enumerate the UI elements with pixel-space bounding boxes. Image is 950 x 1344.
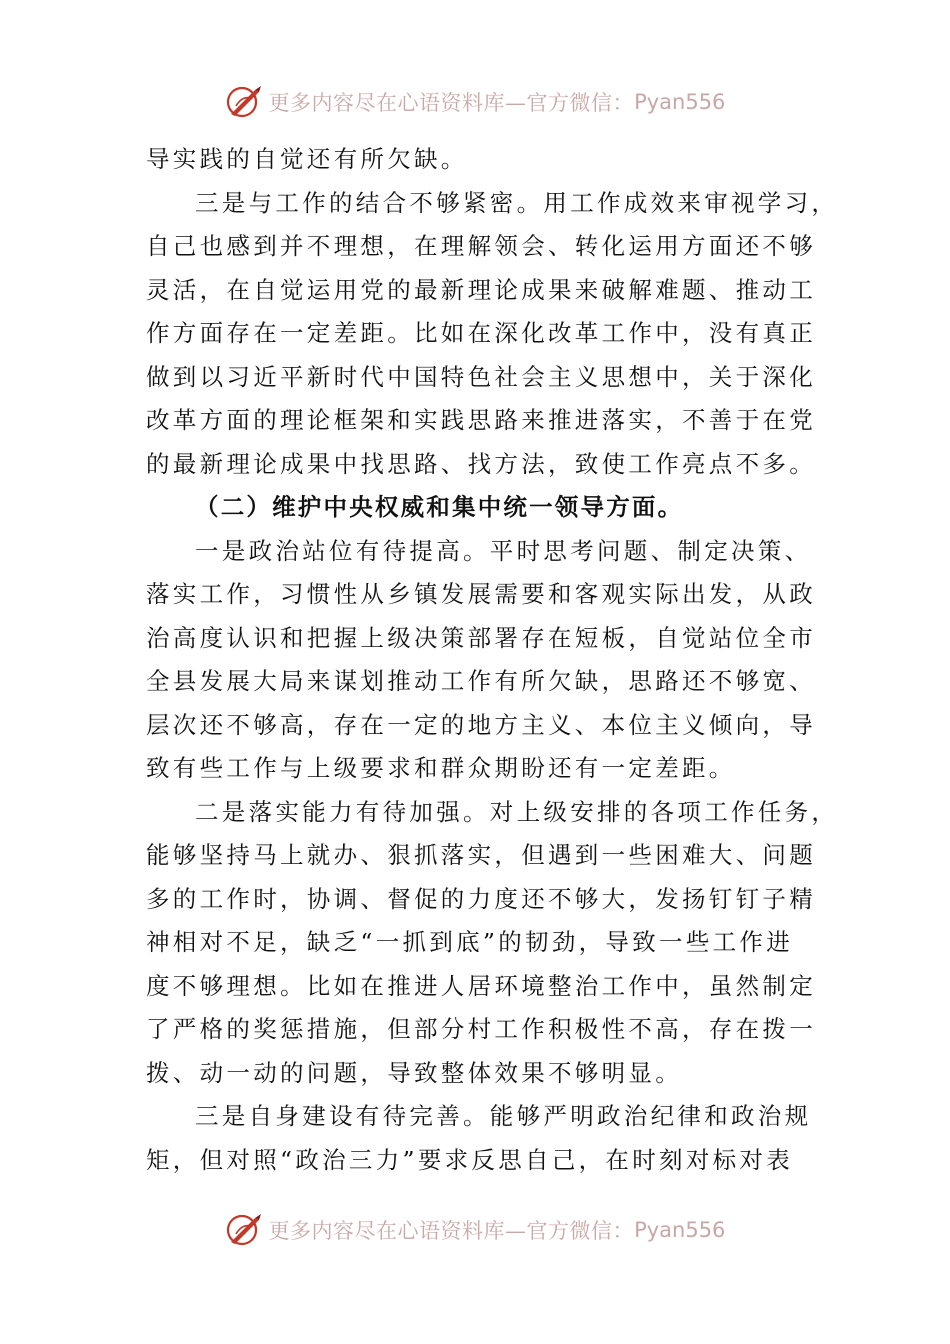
text-line: 自己也感到并不理想，在理解领会、转化运用方面还不够 xyxy=(146,232,816,260)
text-line: 做到以习近平新时代中国特色社会主义思想中，关于深化 xyxy=(146,362,816,391)
header-watermark-banner xyxy=(0,82,950,122)
section-heading: （二）维护中央权威和集中统一领导方面。 xyxy=(195,493,684,521)
text-line: 灵活，在自觉运用党的最新理论成果来破解难题、推动工 xyxy=(146,275,816,304)
text-line: 多的工作时，协调、督促的力度还不够大，发扬钉钉子精 xyxy=(146,884,816,913)
banner-text: 更多内容尽在心语资料库—官方微信： xyxy=(268,1219,635,1243)
text-line: 三是自身建设有待完善。能够严明政治纪律和政治规 xyxy=(195,1102,812,1130)
text-line: 一是政治站位有待提高。平时思考问题、制定决策、 xyxy=(195,536,812,565)
text-line: 拨、动一动的问题，导致整体效果不够明显。 xyxy=(146,1058,682,1087)
banner-wechat-id: Pyan556 xyxy=(634,90,726,114)
text-line: 三是与工作的结合不够紧密。用工作成效来审视学习， xyxy=(195,188,839,217)
text-line: 神相对不足，缺乏“一抓到底”的韧劲，导致一些工作进 xyxy=(146,928,794,956)
text-line: 能够坚持马上就办、狠抓落实，但遇到一些困难大、问题 xyxy=(146,841,816,869)
text-line: 了严格的奖惩措施，但部分村工作积极性不高，存在拨一 xyxy=(146,1015,816,1043)
document-body xyxy=(146,138,839,1182)
text-line: 二是落实能力有待加强。对上级安排的各项工作任务， xyxy=(195,797,839,826)
text-line: 导实践的自觉还有所欠缺。 xyxy=(146,145,468,173)
text-line: 的最新理论成果中找思路、找方法，致使工作亮点不多。 xyxy=(146,449,816,478)
text-line: 度不够理想。比如在推进人居环境整治工作中，虽然制定 xyxy=(146,971,816,1000)
pen-logo-icon xyxy=(225,84,265,120)
text-line: 落实工作，习惯性从乡镇发展需要和客观实际出发，从政 xyxy=(146,580,816,608)
text-line: 全县发展大局来谋划推动工作有所欠缺，思路还不够宽、 xyxy=(146,667,816,695)
text-line: 作方面存在一定差距。比如在深化改革工作中，没有真正 xyxy=(146,319,816,347)
text-line: 改革方面的理论框架和实践思路来推进落实，不善于在党 xyxy=(146,406,816,434)
text-line: 致有些工作与上级要求和群众期盼还有一定差距。 xyxy=(146,754,736,782)
text-line: 层次还不够高，存在一定的地方主义、本位主义倾向，导 xyxy=(146,710,816,739)
banner-wechat-id: Pyan556 xyxy=(634,1218,726,1242)
text-line: 治高度认识和把握上级决策部署存在短板，自觉站位全市 xyxy=(146,623,816,652)
banner-text: 更多内容尽在心语资料库—官方微信： xyxy=(268,91,635,115)
footer-watermark-banner xyxy=(0,1210,950,1250)
text-line: 矩，但对照“政治三力”要求反思自己，在时刻对标对表 xyxy=(146,1145,794,1174)
pen-logo-icon xyxy=(225,1212,265,1248)
